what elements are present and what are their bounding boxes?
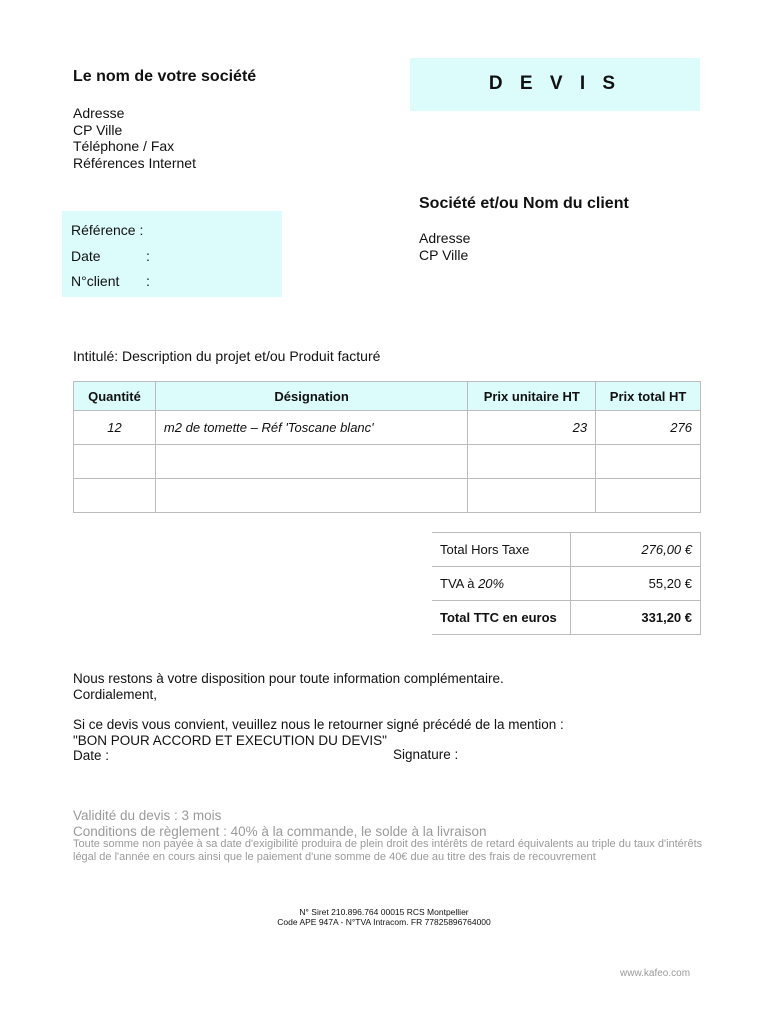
- closing-line-2: Cordialement,: [73, 686, 158, 702]
- ape-tva-line: Code APE 947A - N°TVA Intracom. FR 77825896764000: [277, 917, 491, 927]
- client-city: CP Ville: [419, 246, 469, 263]
- tva-label: TVA à: [440, 576, 475, 591]
- tva-value: 55,20 €: [571, 567, 701, 601]
- cell-unit-price: 23: [468, 411, 596, 445]
- acceptance-date-label: Date :: [73, 748, 110, 763]
- document-title-box: [410, 58, 700, 111]
- tva-row: [432, 567, 701, 601]
- cell-unit-price: [468, 445, 596, 479]
- total-ht-label: Total Hors Taxe: [432, 533, 571, 567]
- date-row: [71, 248, 150, 264]
- reference-box: [62, 211, 282, 297]
- cell-unit-price: [468, 479, 596, 513]
- signature-label: Signature :: [393, 747, 459, 762]
- header-designation: Désignation: [155, 382, 467, 411]
- siret-line: N° Siret 210.896.764 00015 RCS Montpellier: [299, 907, 469, 917]
- client-address: Adresse: [419, 230, 471, 246]
- totals-table: [432, 532, 701, 635]
- closing-message: [73, 671, 504, 702]
- cell-quantity: [74, 445, 156, 479]
- table-row: [74, 445, 701, 479]
- total-ht-value: 276,00 €: [571, 533, 701, 567]
- header-total-price: Prix total HT: [596, 382, 701, 411]
- late-penalty-text: Toute somme non payée à sa date d'exigibilité produira de plein droit des intérêts de retard équivalents au triple du taux d'intérêts légal de l'année en cours ainsi que le paiement d'une somme de 40€ due au titre des frais de recouvrement: [73, 838, 703, 863]
- cell-designation: [155, 479, 467, 513]
- table-row: [74, 411, 701, 445]
- company-details: [73, 105, 196, 171]
- acceptance-message: [73, 717, 564, 764]
- company-name: Le nom de votre société: [73, 68, 257, 85]
- total-ttc-row: [432, 601, 701, 635]
- client-number-label: N°client: [71, 273, 120, 289]
- cell-quantity: [74, 479, 156, 513]
- total-ttc-label: Total TTC en euros: [432, 601, 571, 635]
- client-number-row: [71, 273, 150, 289]
- cell-total-price: 276: [596, 411, 701, 445]
- cell-quantity: 12: [74, 411, 156, 445]
- header-unit-price: Prix unitaire HT: [468, 382, 596, 411]
- date-colon: :: [146, 248, 150, 264]
- client-number-colon: :: [146, 273, 150, 289]
- client-name: Société et/ou Nom du client: [419, 195, 629, 212]
- acceptance-line-2: "BON POUR ACCORD ET EXECUTION DU DEVIS": [73, 732, 387, 748]
- acceptance-line-1: Si ce devis vous convient, veuillez nous le retourner signé précédé de la mention :: [73, 717, 564, 732]
- header-quantity: Quantité: [74, 382, 156, 411]
- payment-terms: Conditions de règlement : 40% à la commande, le solde à la livraison: [73, 823, 487, 839]
- company-address: Adresse: [73, 105, 125, 121]
- company-phone: Téléphone / Fax: [73, 138, 175, 154]
- table-row: [74, 479, 701, 513]
- company-web: Références Internet: [73, 154, 196, 171]
- reference-label: Référence :: [71, 222, 144, 238]
- company-city: CP Ville: [73, 121, 123, 138]
- legal-footer: [0, 907, 768, 927]
- document-title: D E V I S: [488, 73, 622, 94]
- cell-designation: m2 de tomette – Réf 'Toscane blanc': [155, 411, 467, 445]
- tva-label-cell: [432, 567, 571, 601]
- conditions: [73, 808, 486, 839]
- cell-total-price: [596, 479, 701, 513]
- reference-row: [71, 222, 143, 238]
- date-label: Date: [71, 248, 101, 264]
- table-header-row: [74, 382, 701, 411]
- project-description: Intitulé: Description du projet et/ou Produit facturé: [73, 348, 381, 364]
- website-link[interactable]: www.kafeo.com: [620, 968, 691, 979]
- items-table: [73, 381, 701, 513]
- tva-rate: 20%: [478, 576, 505, 591]
- cell-designation: [155, 445, 467, 479]
- cell-total-price: [596, 445, 701, 479]
- total-ttc-value: 331,20 €: [571, 601, 701, 635]
- total-ht-row: [432, 533, 701, 567]
- closing-line-1: Nous restons à votre disposition pour toute information complémentaire.: [73, 671, 504, 686]
- client-details: [419, 230, 470, 263]
- validity-text: Validité du devis : 3 mois: [73, 808, 222, 823]
